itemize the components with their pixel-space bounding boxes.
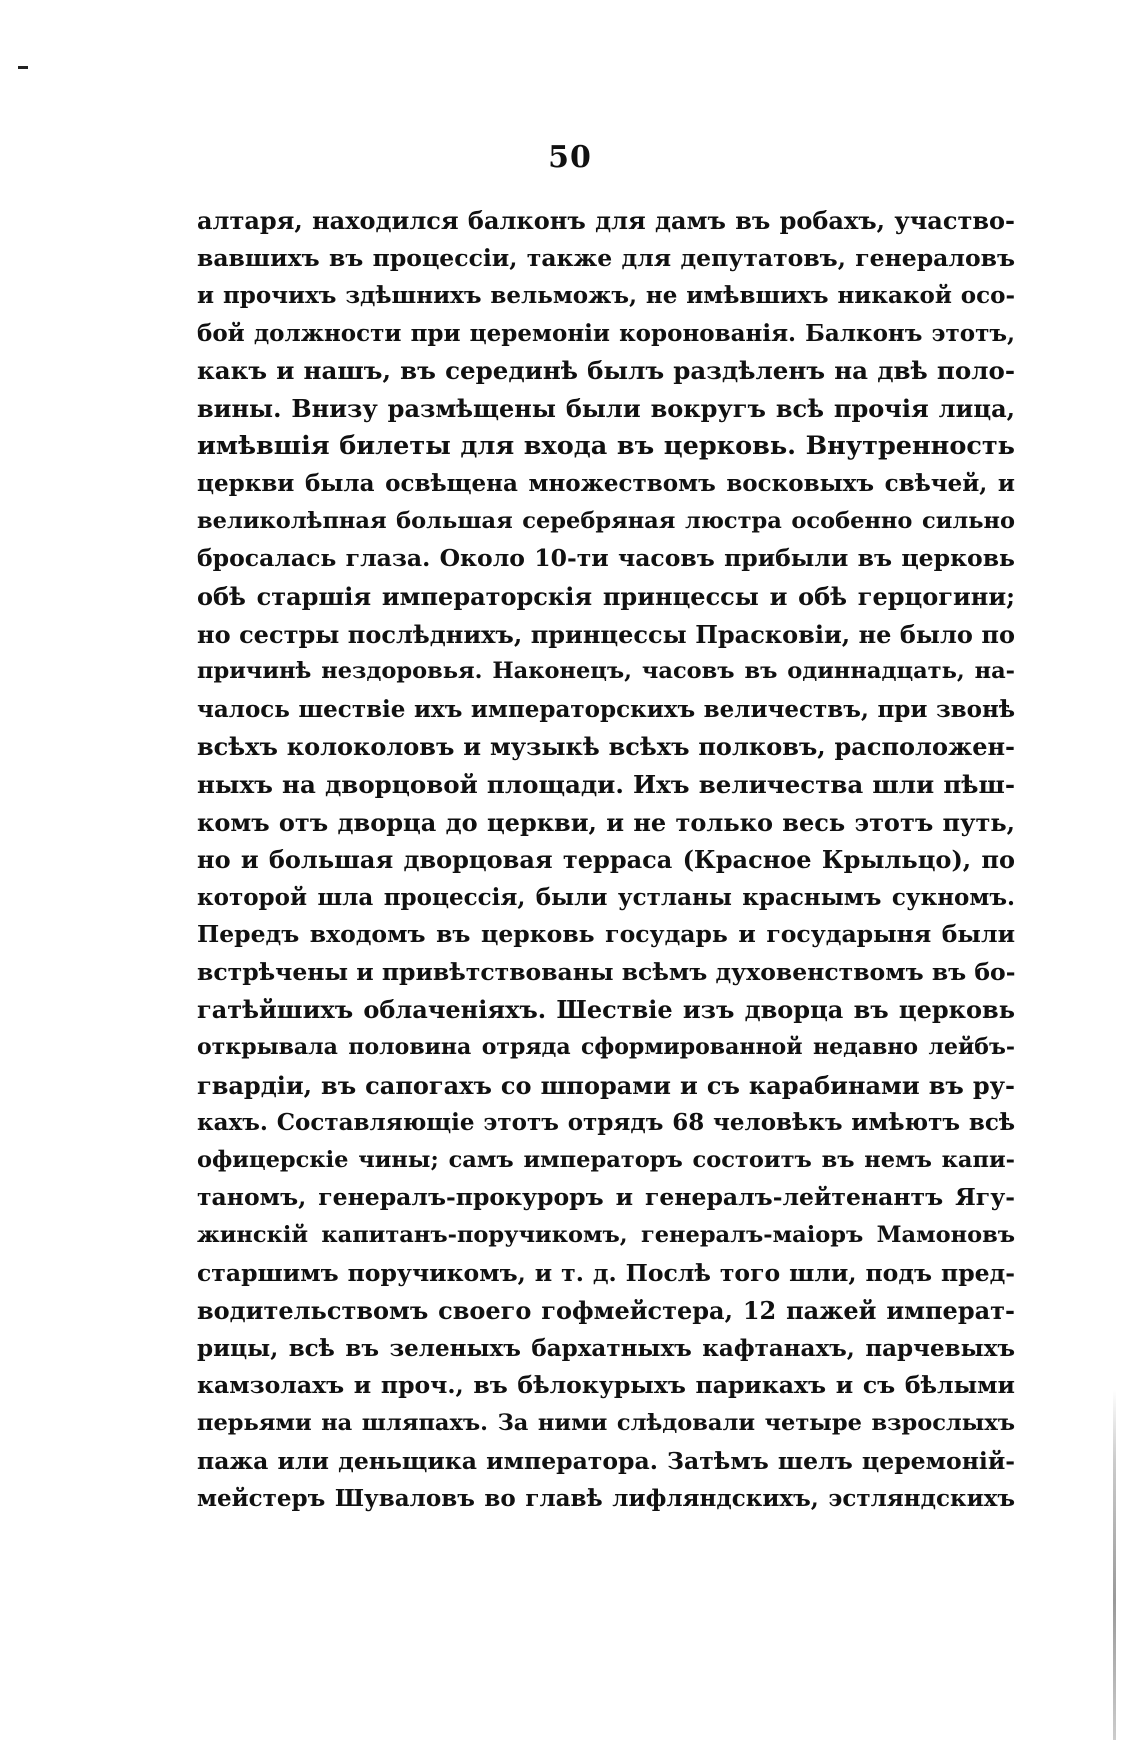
text-line: водительствомъ своего гофмейстера, 12 пажей императ- [197,1296,1015,1326]
text-line: алтаря, находился балконъ для дамъ въ робахъ, участво- [197,206,1015,235]
text-line: гатѣйшихъ облаченіяхъ. Шествіе изъ дворца въ церковь [197,995,1015,1025]
text-line: пажа или деньщика императора. Затѣмъ шелъ церемоній- [197,1446,1015,1475]
page-edge-shadow [1113,1390,1116,1740]
text-line: обѣ старшія императорскія принцессы и обѣ герцогини; [197,581,1015,611]
text-line: офицерскіе чины; самъ императоръ состоитъ въ немъ капи- [197,1146,1015,1173]
page-number: 50 [548,140,592,175]
text-line: перьями на шляпахъ. За ними слѣдовали четыре взрослыхъ [197,1410,1015,1436]
text-line: Передъ входомъ въ церковь государь и государыня были [197,920,1015,949]
body-text [197,202,1015,1518]
text-line: рицы, всѣ въ зеленыхъ бархатныхъ кафтанахъ, парчевыхъ [197,1334,1015,1362]
text-line: жинскій капитанъ-поручикомъ, генералъ-маіоръ Мамоновъ [197,1222,1015,1249]
text-line: таномъ, генералъ-прокуроръ и генералъ-лейтенантъ Ягу- [197,1183,1015,1212]
text-line: церкви была освѣщена множествомъ восковыхъ свѣчей, и [197,470,1015,498]
scan-mark [18,66,28,69]
text-line: которой шла процессія, были устланы краснымъ сукномъ. [197,883,1015,911]
text-line: великолѣпная большая серебряная люстра особенно сильно [197,507,1015,534]
text-line: гвардіи, въ сапогахъ со шпорами и съ карабинами въ ру- [197,1070,1015,1100]
text-line: встрѣчены и привѣтствованы всѣмъ духовенствомъ въ бо- [197,957,1016,986]
text-line: всѣхъ колоколовъ и музыкѣ всѣхъ полковъ, расположен- [197,732,1015,762]
text-line: кахъ. Составляющіе этотъ отрядъ 68 человѣкъ имѣютъ всѣ [197,1109,1015,1137]
text-line: какъ и нашъ, въ серединѣ былъ раздѣленъ на двѣ поло- [197,356,1015,386]
text-line: старшимъ поручикомъ, и т. д. Послѣ того шли, подъ пред- [197,1258,1015,1287]
text-line: ныхъ на дворцовой площади. Ихъ величества шли пѣш- [197,769,1015,799]
text-line: и прочихъ здѣшнихъ вельможъ, не имѣвшихъ никакой осо- [197,282,1015,310]
text-line: причинѣ нездоровья. Наконецъ, часовъ въ одиннадцать, на- [197,658,1015,685]
text-line: камзолахъ и проч., въ бѣлокурыхъ парикахъ и съ бѣлыми [197,1371,1015,1400]
text-line: бой должности при церемоніи коронованія. Балконъ этотъ, [197,319,1015,347]
text-line: чалось шествіе ихъ императорскихъ величествъ, при звонѣ [197,695,1015,723]
text-line: но сестры послѣднихъ, принцессы Прасковіи, не было по [197,619,1015,649]
text-line: бросалась глаза. Около 10-ти часовъ прибыли въ церковь [197,544,1015,573]
text-line: мейстеръ Шуваловъ во главѣ лифляндскихъ, эстляндскихъ [197,1485,1015,1513]
text-line: имѣвшія билеты для входа въ церковь. Внутренность [197,430,1015,461]
text-line: комъ отъ дворца до церкви, и не только весь этотъ путь, [197,807,1015,837]
text-line: но и большая дворцовая терраса (Красное Крыльцо), по [197,845,1015,875]
text-line: вавшихъ въ процессіи, также для депутатовъ, генераловъ [197,243,1015,272]
text-line: открывала половина отряда сформированной недавно лейбъ- [197,1034,1015,1061]
text-line: вины. Внизу размѣщены были вокругъ всѣ прочія лица, [197,393,1015,423]
